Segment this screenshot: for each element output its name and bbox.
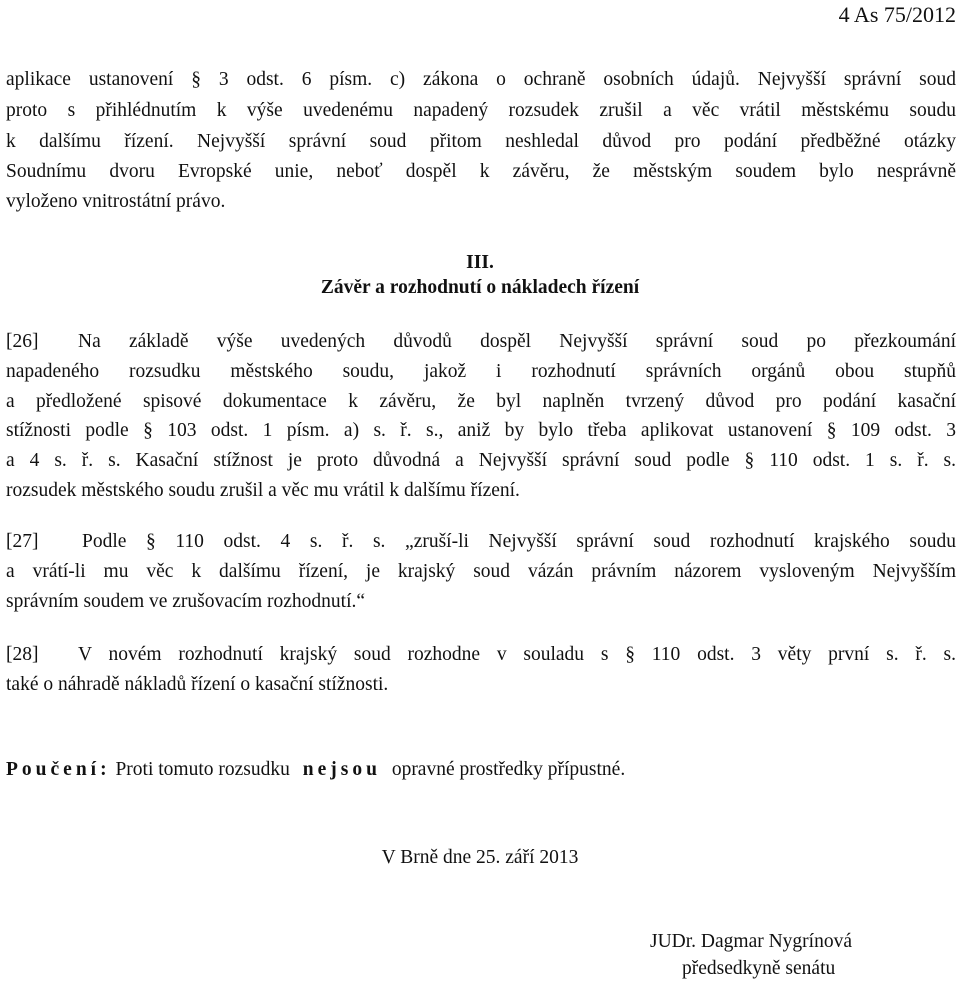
paragraph-line: napadeného rozsudku městského soudu, jakož i rozhodnutí správních orgánů obou stupňů bbox=[6, 361, 956, 382]
paragraph-line: stížnosti podle § 103 odst. 1 písm. a) s. ř. s., aniž by bylo třeba aplikovat ustanovení § 109 odst. 3 bbox=[6, 420, 956, 441]
paragraph-line: a vrátí-li mu věc k dalšímu řízení, je krajský soud vázán právním názorem vysloveným Nejvyšším bbox=[6, 561, 956, 582]
paragraph-line: správním soudem ve zrušovacím rozhodnutí.“ bbox=[6, 591, 366, 612]
intro-line: vyloženo vnitrostátní právo. bbox=[6, 191, 226, 212]
place-date: V Brně dne 25. září 2013 bbox=[381, 847, 579, 868]
section-title: Závěr a rozhodnutí o nákladech řízení bbox=[320, 277, 640, 298]
instruction-emphasis: nejsou bbox=[302, 759, 381, 780]
intro-line: aplikace ustanovení § 3 odst. 6 písm. c) zákona o ochraně osobních údajů. Nejvyšší správní soud bbox=[6, 69, 956, 90]
section-number: III. bbox=[466, 252, 494, 273]
signature-name: JUDr. Dagmar Nygrínová bbox=[650, 931, 852, 952]
intro-line: proto s přihlédnutím k výše uvedenému napadený rozsudek zrušil a věc vrátil městskému soudu bbox=[6, 100, 956, 121]
paragraph-line: Podle § 110 odst. 4 s. ř. s. „zruší-li Nejvyšší správní soud rozhodnutí krajského soudu bbox=[82, 531, 956, 552]
paragraph-line: V novém rozhodnutí krajský soud rozhodne v souladu s § 110 odst. 3 věty první s. ř. s. bbox=[78, 644, 956, 665]
intro-line: k dalšímu řízení. Nejvyšší správní soud přitom neshledal důvod pro podání předběžné otázky bbox=[6, 131, 956, 152]
instruction-line bbox=[6, 757, 956, 783]
paragraph-number: [28] bbox=[6, 644, 39, 665]
case-number: 4 As 75/2012 bbox=[838, 2, 956, 27]
paragraph-line: Na základě výše uvedených důvodů dospěl Nejvyšší správní soud po přezkoumání bbox=[78, 331, 956, 352]
paragraph-number: [27] bbox=[6, 531, 39, 552]
instruction-text-before: Proti tomuto rozsudku bbox=[115, 759, 290, 780]
paragraph-line: a 4 s. ř. s. Kasační stížnost je proto důvodná a Nejvyšší správní soud podle § 110 odst. 1 s. ř. s. bbox=[6, 450, 956, 471]
signature-role: předsedkyně senátu bbox=[682, 958, 836, 979]
intro-line: Soudnímu dvoru Evropské unie, neboť dospěl k závěru, že městským soudem bylo nesprávně bbox=[6, 161, 956, 182]
instruction-label: Poučení: bbox=[6, 759, 111, 780]
paragraph-line: také o náhradě nákladů řízení o kasační stížnosti. bbox=[6, 674, 389, 695]
instruction-text-after: opravné prostředky přípustné. bbox=[391, 759, 626, 780]
paragraph-line: rozsudek městského soudu zrušil a věc mu vrátil k dalšímu řízení. bbox=[6, 480, 520, 501]
paragraph-line: a předložené spisové dokumentace k závěru, že byl naplněn tvrzený důvod pro podání kasační bbox=[6, 391, 956, 412]
paragraph-number: [26] bbox=[6, 331, 39, 352]
